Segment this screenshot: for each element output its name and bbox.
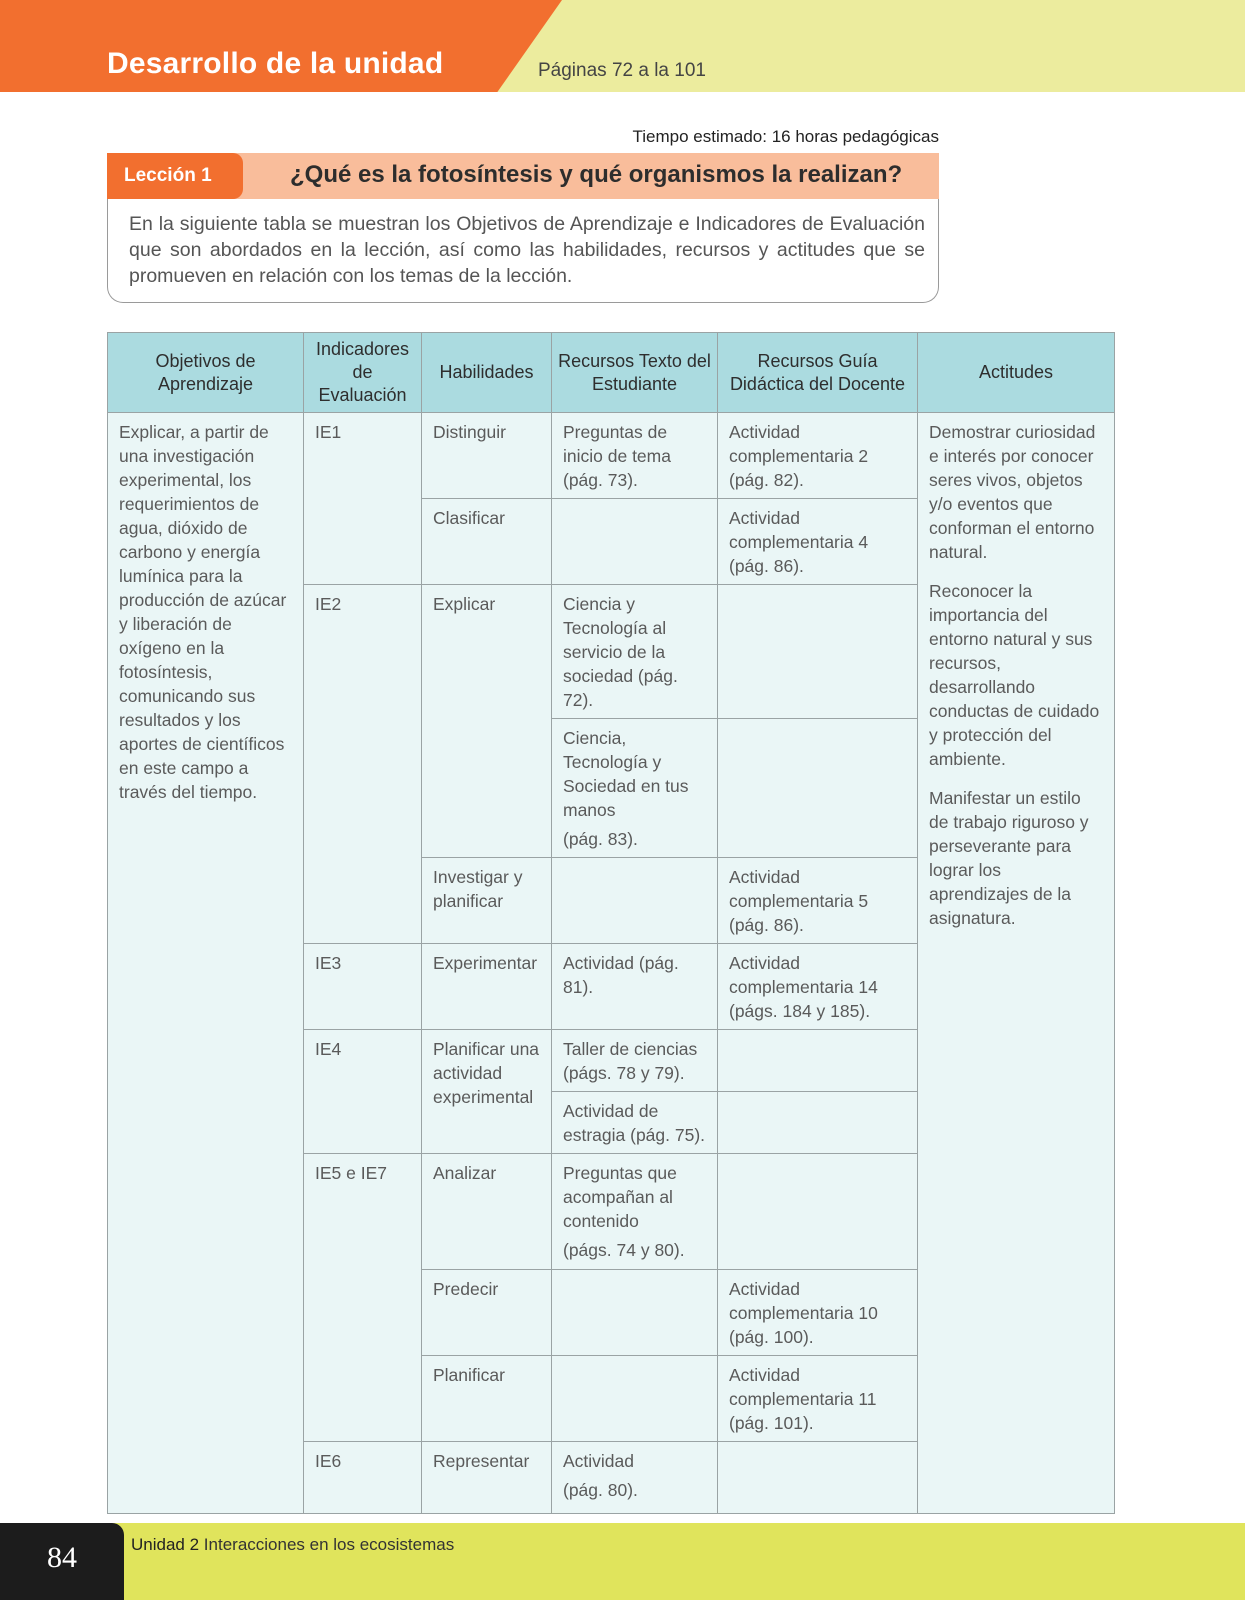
skill-cell: Clasificar [422, 499, 552, 585]
teacher-resource-cell [718, 1030, 918, 1092]
student-resource-cell [552, 1442, 718, 1514]
skill-cell: Explicar [422, 585, 552, 858]
skill-cell: Analizar [422, 1154, 552, 1270]
skill-cell: Distinguir [422, 413, 552, 499]
teacher-resource-cell [718, 719, 918, 858]
attitude-item: Reconocer la importancia del entorno natural y sus recursos, desarrollando conductas de cuidado y protección del ambiente. [929, 581, 1100, 769]
indicator-cell: IE2 [304, 585, 422, 944]
teacher-resource-cell [718, 1092, 918, 1154]
student-resource-cell [552, 499, 718, 585]
resource-text: Actividad [563, 1451, 635, 1471]
lesson-tag [107, 153, 243, 199]
student-resource-cell [552, 858, 718, 944]
teacher-resource-cell: Actividad complementaria 4 (pág. 86). [718, 499, 918, 585]
time-estimate: Tiempo estimado: 16 horas pedagógicas [632, 127, 939, 146]
teacher-resource-cell: Actividad complementaria 2 (pág. 82). [718, 413, 918, 499]
section-title: Desarrollo de la unidad [107, 47, 444, 80]
student-resource-cell: Taller de ciencias (págs. 78 y 79). [552, 1030, 718, 1092]
student-resource-cell [552, 1154, 718, 1270]
header-objectives: Objetivos de Aprendizaje [108, 333, 304, 413]
student-resource-cell: Preguntas de inicio de tema (pág. 73). [552, 413, 718, 499]
unit-title: Interacciones en los ecosistemas [203, 1535, 455, 1554]
teacher-resource-cell: Actividad complementaria 11 (pág. 101). [718, 1356, 918, 1442]
teacher-resource-cell [718, 1154, 918, 1270]
lesson-tag-label: Lección 1 [124, 165, 212, 186]
attitude-item: Demostrar curiosidad e interés por conocer seres vivos, objetos y/o eventos que conforman el entorno natural. [929, 422, 1096, 562]
teacher-resource-cell: Actividad complementaria 14 (págs. 184 y 185). [718, 944, 918, 1030]
student-resource-cell [552, 1270, 718, 1356]
skill-cell: Experimentar [422, 944, 552, 1030]
skill-cell: Planificar una actividad experimental [422, 1030, 552, 1154]
page-number-text: 84 [47, 1540, 77, 1574]
resource-text: Ciencia, Tecnología y Sociedad en tus manos [563, 728, 689, 820]
skill-cell: Planificar [422, 1356, 552, 1442]
page-number [0, 1523, 124, 1600]
indicator-cell: IE1 [304, 413, 422, 585]
header-skills: Habilidades [422, 333, 552, 413]
footer-unit [131, 1535, 454, 1555]
resource-page: (pág. 80). [563, 1480, 638, 1500]
lesson-description: En la siguiente tabla se muestran los Objetivos de Aprendizaje e Indicadores de Evaluación que son abordados en la lección, así como las habilidades, recursos y actitudes que se promueven en relación con los temas de la lección. [129, 213, 925, 287]
resource-text: Preguntas que acompañan al contenido [563, 1163, 677, 1231]
learning-objectives-table [107, 332, 1115, 1514]
skill-cell: Predecir [422, 1270, 552, 1356]
header-teacher-resources: Recursos Guía Didáctica del Docente [718, 333, 918, 413]
indicator-cell: IE3 [304, 944, 422, 1030]
unit-label: Unidad 2 [131, 1535, 200, 1554]
page-range: Páginas 72 a la 101 [538, 60, 706, 81]
teacher-resource-cell [718, 1442, 918, 1514]
attitudes-cell [918, 413, 1115, 1514]
lesson-title: ¿Qué es la fotosíntesis y qué organismos la realizan? [290, 161, 903, 188]
resource-page: (págs. 74 y 80). [563, 1240, 685, 1260]
student-resource-cell [552, 719, 718, 858]
header-indicators: Indicadores de Evaluación [304, 333, 422, 413]
resource-page: (pág. 83). [563, 829, 638, 849]
objective-cell: Explicar, a partir de una investigación experimental, los requerimientos de agua, dióxido de carbono y energía lumínica para la producción de azúcar y liberación de oxígeno en la fotosíntesis, comunicando sus resultados y los aportes de científicos en este campo a través del tiempo. [108, 413, 304, 1514]
header-student-resources: Recursos Texto del Estudiante [552, 333, 718, 413]
student-resource-cell: Ciencia y Tecnología al servicio de la sociedad (pág. 72). [552, 585, 718, 719]
student-resource-cell: Actividad (pág. 81). [552, 944, 718, 1030]
indicator-cell: IE5 e IE7 [304, 1154, 422, 1442]
teacher-resource-cell: Actividad complementaria 5 (pág. 86). [718, 858, 918, 944]
table-row [108, 413, 1115, 499]
teacher-resource-cell: Actividad complementaria 10 (pág. 100). [718, 1270, 918, 1356]
student-resource-cell: Actividad de estragia (pág. 75). [552, 1092, 718, 1154]
indicator-cell: IE6 [304, 1442, 422, 1514]
teacher-resource-cell [718, 585, 918, 719]
header-attitudes: Actitudes [918, 333, 1115, 413]
skill-cell: Investigar y planificar [422, 858, 552, 944]
student-resource-cell [552, 1356, 718, 1442]
attitude-item: Manifestar un estilo de trabajo riguroso y perseverante para lograr los aprendizajes de la asignatura. [929, 788, 1089, 928]
skill-cell: Representar [422, 1442, 552, 1514]
table-header-row [108, 333, 1115, 413]
indicator-cell: IE4 [304, 1030, 422, 1154]
